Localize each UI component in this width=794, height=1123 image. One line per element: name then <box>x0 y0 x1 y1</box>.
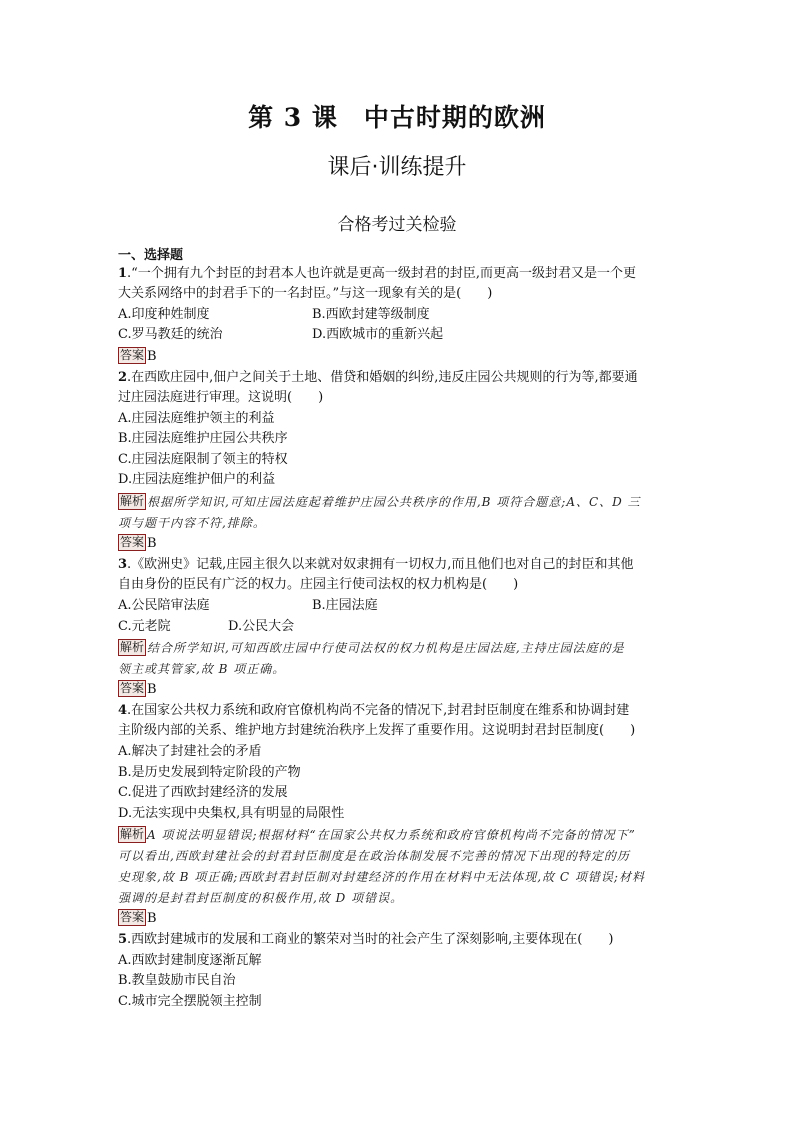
q2-answer: 答案 B <box>120 535 157 551</box>
q4-option-c: C.促进了西欧封建经济的发展 <box>118 785 288 800</box>
answer-label: 答案 <box>120 681 145 695</box>
lesson-title: 第 3 课 中古时期的欧洲 <box>248 103 546 132</box>
q5-stem-line-1: 5.西欧封建城市的发展和工商业的繁荣对当时的社会产生了深刻影响,主要体现在( ) <box>118 932 614 947</box>
q4-analysis-line-2: 可以看出,西欧封建社会的封君封臣制度是在政治体制发展不完善的情况下出现的特定的历 <box>118 849 630 863</box>
q4-stem-line-1: 4.在国家公共权力系统和政府官僚机构尚不完备的情况下,封君封臣制度在维系和协调封建 <box>118 703 630 718</box>
q1-option-b: B.西欧封建等级制度 <box>312 307 430 322</box>
q3-option-c: C.元老院 <box>118 619 171 634</box>
answer-label: 答案 <box>120 910 145 924</box>
q3-option-b: B.庄园法庭 <box>312 598 378 613</box>
q4-analysis-line-4: 强调的是封君封臣制度的积极作用,故 D 项错误。 <box>118 891 404 905</box>
q4-number: 4 <box>118 703 128 718</box>
q4-analysis-line-1: 解析 A 项说法明显错误;根据材料“在国家公共权力系统和政府官僚机构尚不完备的情况下” <box>120 827 636 842</box>
q1-answer: 答案 B <box>120 348 157 364</box>
q1-stem-line-1: 1.“一个拥有九个封臣的封君本人也许就是更高一级封君的封臣,而更高一级封君又是一个更 <box>118 266 636 281</box>
answer-label: 答案 <box>120 348 145 362</box>
q1-stem-line-2: 大关系网络中的封君手下的一名封臣。”与这一现象有关的是( ) <box>118 286 493 301</box>
q3-number: 3 <box>118 557 128 572</box>
q2-number: 2 <box>118 370 128 385</box>
part-heading: 一、选择题 <box>118 248 184 263</box>
q3-option-a: A.公民陪审法庭 <box>118 598 210 613</box>
q1-option-d: D.西欧城市的重新兴起 <box>312 327 444 342</box>
q2-option-c: C.庄园法庭限制了领主的特权 <box>118 452 288 467</box>
q3-stem-line-1: 3.《欧洲史》记载,庄园主很久以来就对奴隶拥有一切权力,而且他们也对自己的封臣和其他 <box>118 557 634 572</box>
q3-stem-line-2: 自由身份的臣民有广泛的权力。庄园主行使司法权的权力机构是( ) <box>118 577 519 592</box>
q1-number: 1 <box>118 266 128 281</box>
q5-number: 5 <box>118 932 128 947</box>
q2-option-b: B.庄园法庭维护庄园公共秩序 <box>118 431 288 446</box>
q5-option-a: A.西欧封建制度逐渐瓦解 <box>118 953 262 968</box>
q4-analysis-line-3: 史现象,故 B 项正确;西欧封君封臣制对封建经济的作用在材料中无法体现,故 C 项错误;材料 <box>118 870 645 884</box>
q2-stem-line-1: 2.在西欧庄园中,佃户之间关于土地、借贷和婚姻的纠纷,违反庄园公共规则的行为等,都要通 <box>118 370 638 385</box>
q3-analysis-line-2: 领主或其管家,故 B 项正确。 <box>118 662 286 676</box>
q2-analysis-line-1: 解析 根据所学知识,可知庄园法庭起着维护庄园公共秩序的作用,B 项符合题意;A、C、D 三 <box>120 494 641 509</box>
lesson-subtitle: 课后·训练提升 <box>327 155 467 180</box>
q5-option-b: B.教皇鼓励市民自治 <box>118 973 236 988</box>
analysis-label: 解析 <box>120 827 145 841</box>
q3-answer: 答案 B <box>120 681 157 697</box>
q4-option-d: D.无法实现中央集权,具有明显的局限性 <box>118 806 345 821</box>
q2-option-d: D.庄园法庭维护佃户的利益 <box>118 472 276 487</box>
q1-option-a: A.印度种姓制度 <box>118 307 210 322</box>
q4-answer: 答案 B <box>120 910 157 926</box>
q4-stem-line-2: 主阶级内部的关系、维护地方封建统治秩序上发挥了重要作用。这说明封君封臣制度( ) <box>118 723 636 738</box>
answer-label: 答案 <box>120 535 145 549</box>
q2-stem-line-2: 过庄园法庭进行审理。这说明( ) <box>118 390 324 405</box>
section-heading: 合格考过关检验 <box>337 215 457 235</box>
analysis-label: 解析 <box>120 494 145 508</box>
q3-analysis-line-1: 解析 结合所学知识,可知西欧庄园中行使司法权的权力机构是庄园法庭,主持庄园法庭的是 <box>120 640 625 655</box>
q2-analysis-line-2: 项与题干内容不符,排除。 <box>118 516 266 530</box>
q3-option-d: D.公民大会 <box>228 619 295 634</box>
analysis-label: 解析 <box>120 640 145 654</box>
q5-option-c: C.城市完全摆脱领主控制 <box>118 994 262 1009</box>
q1-option-c: C.罗马教廷的统治 <box>118 327 223 342</box>
q4-option-a: A.解决了封建社会的矛盾 <box>118 744 262 759</box>
q2-option-a: A.庄园法庭维护领主的利益 <box>118 411 275 426</box>
q4-option-b: B.是历史发展到特定阶段的产物 <box>118 765 301 780</box>
